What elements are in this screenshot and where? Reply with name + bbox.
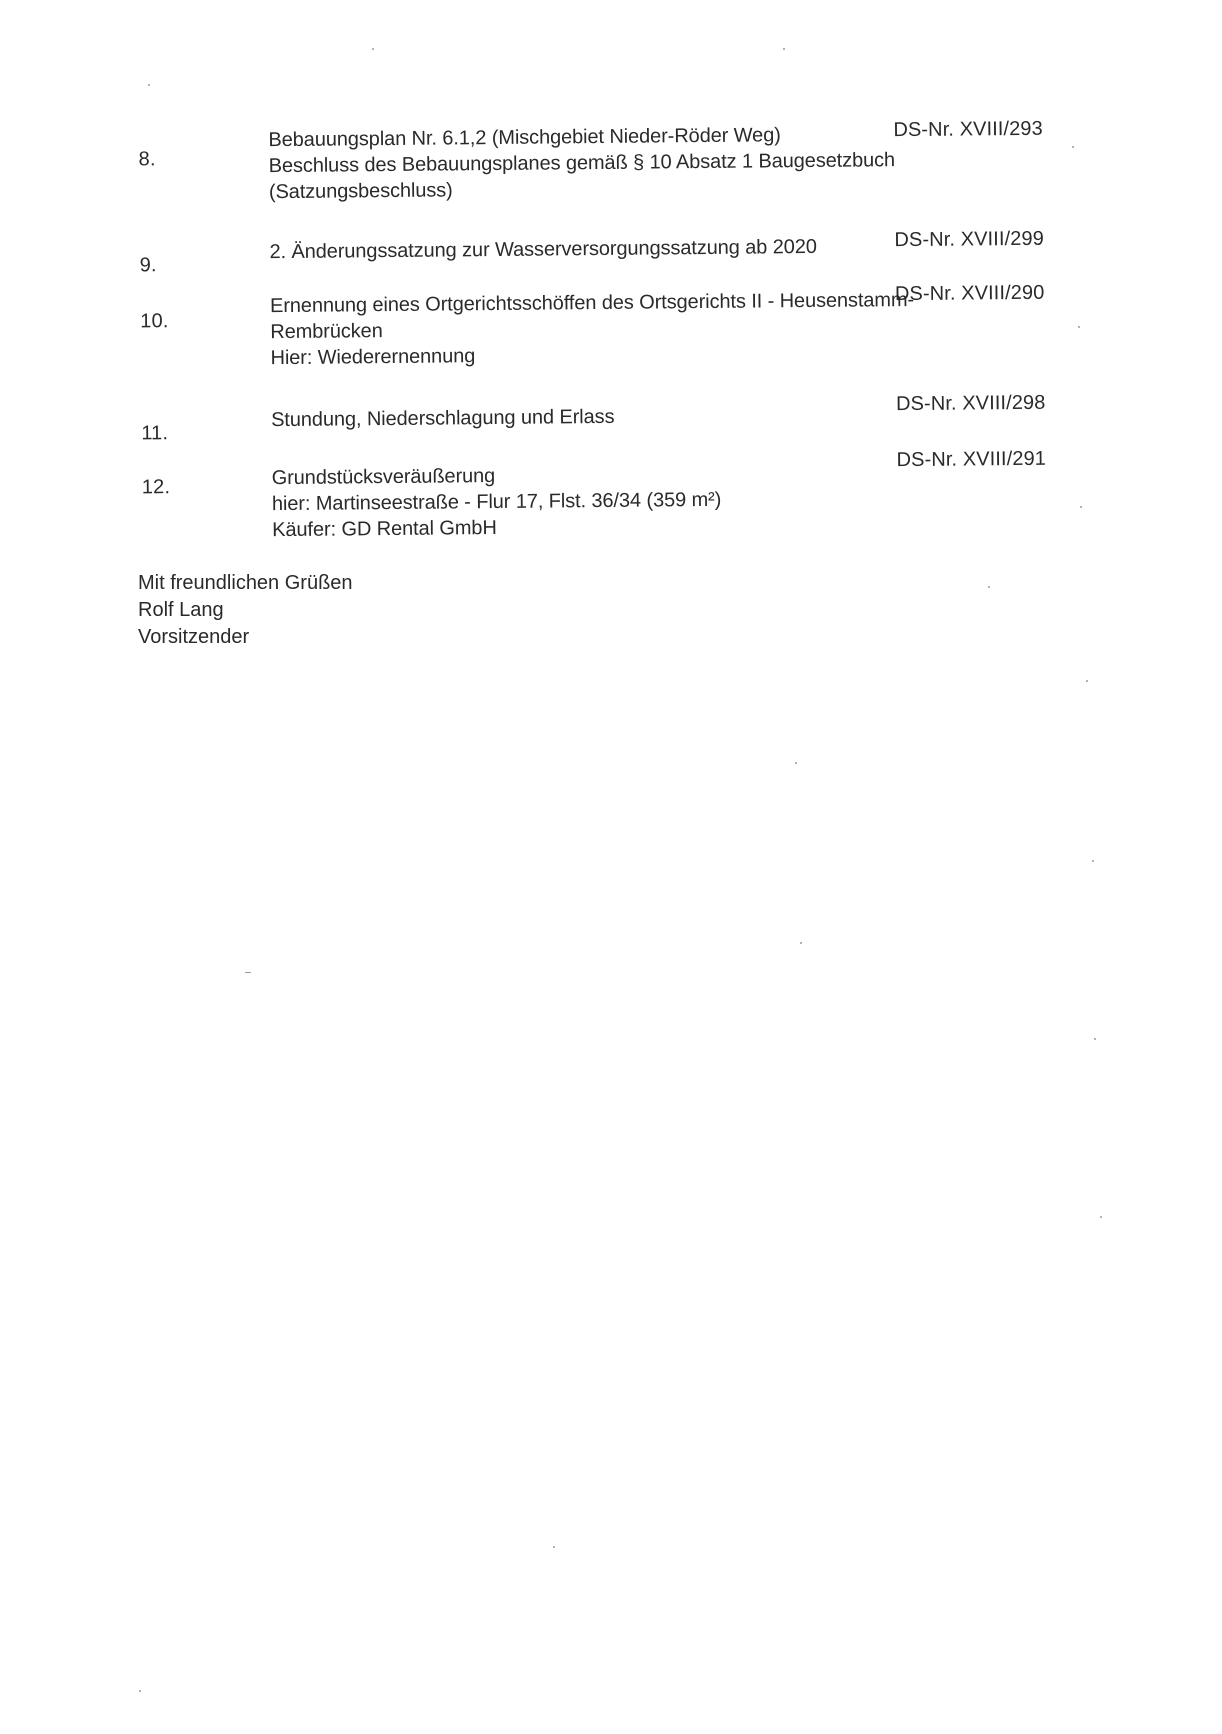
scan-speck (783, 48, 785, 50)
scan-speck (372, 48, 374, 50)
signatory-name: Rolf Lang (138, 599, 224, 621)
agenda-item-line: Stundung, Niederschlagung und Erlass (271, 405, 615, 432)
agenda-item-text (272, 459, 873, 543)
agenda-item-text (269, 233, 869, 265)
agenda-item-line: Hier: Wiederernennung (270, 345, 476, 370)
agenda-item-line: Bebauungsplan Nr. 6.1,2 (Mischgebiet Nieder-Röder Weg) (268, 124, 781, 152)
scan-speck (553, 1546, 555, 1548)
scan-speck (1078, 326, 1080, 328)
scan-speck (1092, 860, 1094, 862)
signatory-role: Vorsitzender (138, 626, 250, 648)
agenda-item-text (271, 401, 871, 433)
scan-speck (139, 1690, 141, 1692)
scan-speck (1086, 680, 1088, 682)
agenda-item-11 (1, 391, 1222, 445)
agenda-item-line: Käufer: GD Rental GmbH (272, 517, 497, 542)
agenda-item-line: Ernennung eines Ortgerichtsschöffen des Ortsgerichts II - Heusenstamm- (269, 288, 915, 318)
agenda-item-9 (0, 227, 1221, 277)
agenda-item-reference: DS-Nr. XVIII/299 (894, 227, 1044, 252)
agenda-item-line: Grundstücksveräußerung (271, 465, 496, 490)
closing-block (138, 570, 353, 651)
agenda-item-text (268, 121, 896, 205)
scan-speck (1094, 1038, 1096, 1040)
scan-speck (800, 942, 802, 944)
scan-speck (1100, 1216, 1102, 1218)
agenda-item-line: Rembrücken (270, 320, 383, 344)
closing-greeting: Mit freundlichen Grüßen (138, 572, 353, 594)
scan-speck (1080, 506, 1082, 508)
agenda-item-line: Beschluss des Bebauungsplanes gemäß § 10 Absatz 1 Baugesetzbuch (268, 149, 896, 178)
agenda-item-10 (0, 281, 1222, 370)
agenda-item-12 (2, 447, 1222, 542)
agenda-item-reference: DS-Nr. XVIII/290 (894, 281, 1045, 306)
scan-speck (795, 762, 797, 764)
agenda-item-number: 9. (139, 254, 157, 277)
scan-speck (148, 84, 150, 86)
agenda-item-line: 2. Änderungssatzung zur Wasserversorgungssatzung ab 2020 (269, 235, 817, 264)
agenda-item-line: (Satzungsbeschluss) (268, 179, 453, 204)
scan-speck (988, 586, 990, 588)
agenda-item-line: hier: Martinseestraße - Flur 17, Flst. 36/34 (359 m²) (271, 488, 722, 516)
scan-speck (245, 972, 251, 973)
agenda-item-text (269, 287, 915, 371)
agenda-item-number: 11. (141, 422, 169, 445)
agenda-item-reference: DS-Nr. XVIII/298 (895, 391, 1046, 416)
agenda-item-number: 10. (140, 310, 169, 333)
agenda-item-reference: DS-Nr. XVIII/291 (896, 447, 1047, 472)
agenda-item-8 (0, 117, 1220, 204)
scan-speck (1072, 146, 1074, 148)
agenda-item-number: 8. (138, 148, 156, 171)
agenda-item-reference: DS-Nr. XVIII/293 (893, 117, 1043, 142)
agenda-item-number: 12. (141, 476, 171, 499)
